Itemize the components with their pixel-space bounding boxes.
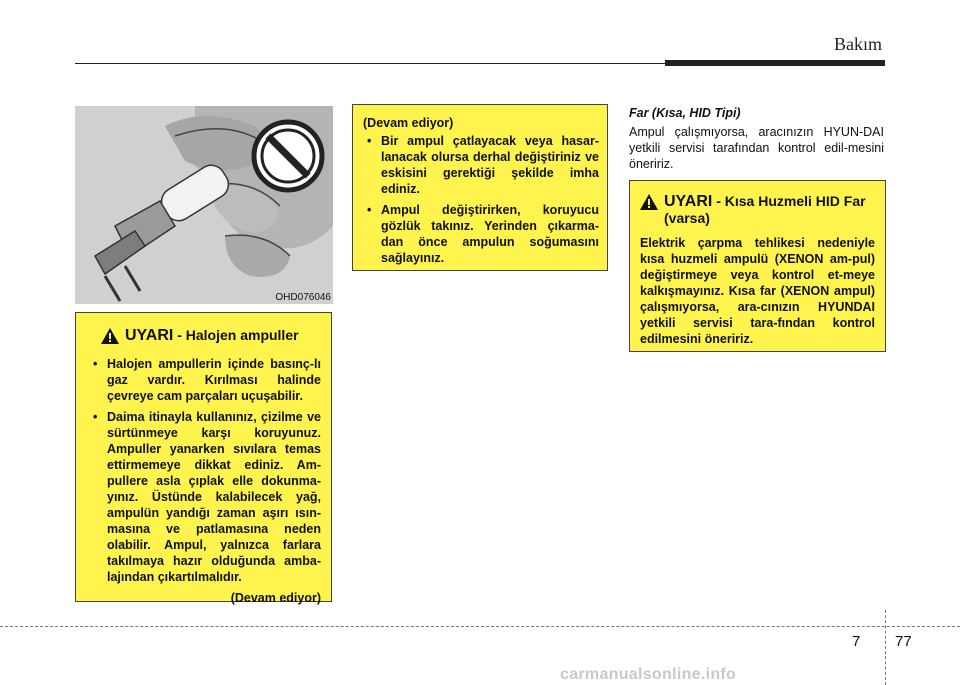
warning-triangle-icon [640, 194, 658, 214]
warning-title [640, 193, 875, 227]
continued-label: (Devam ediyor) [363, 116, 454, 130]
section-paragraph: Ampul çalışmıyorsa, aracınızın HYUN-DAI yetkili servisi tarafından kontrol edil-mesini öneririz. [629, 125, 884, 171]
warning-triangle-icon [101, 328, 119, 348]
list-item: • Halojen ampullerin içinde basınç-lı gaz vardır. Kırılması halinde çevreye cam parçaları uçuşabilir. [89, 356, 321, 404]
header-rule [75, 63, 665, 64]
page-number: 77 [895, 633, 912, 650]
list-item: • Daima itinayla kullanınız, çizilme ve sürtünmeye karşı koruyunuz. Ampuller yanarken sıvılara temas ettirmemeye dikkat ediniz. Am-pullere asla çıplak elle dokunma-yınız. Üstünde kalabilecek yağ, ampulün yandığı zaman aşırı ısın-masına ve patlamasına neden olabilir. Ampul, yalnızca farlara takılmaya hazır olduğunda amba-lajından çıkartılmalıdır. [89, 409, 321, 585]
prohibition-icon [254, 122, 322, 190]
list-item: • Ampul değiştirirken, koruyucu gözlük takınız. Yerinden çıkarma-dan önce ampulun soğumasını sağlayınız. [363, 202, 599, 266]
footer-rule [0, 626, 960, 627]
watermark: carmanualsonline.info [560, 666, 737, 683]
section-heading: Far (Kısa, HID Tipi) [629, 106, 741, 120]
warning-body: Elektrik çarpma tehlikesi nedeniyle kısa huzmeli ampulü (XENON am-pul) değiştirmeye veya kontrol et-meye kalkışmayınız. Kısa far (XENON ampul) çalışmıyorsa, ara-cınızın HYUNDAI yetkili servisi tara-fından kontrol edilmesini öneririz. [640, 236, 875, 346]
warning-box-halogen [75, 312, 332, 605]
list-item: • Bir ampul çatlayacak veya hasar-lanacak olursa derhal değiştiriniz ve eskisini gerektiği şekilde imha ediniz. [363, 133, 599, 197]
figure-code: OHD076046 [275, 292, 331, 303]
warning-title-main: UYARI [664, 193, 713, 210]
warning-box-continued [352, 104, 608, 271]
footer-divider [885, 610, 886, 685]
continued-label: (Devam ediyor) [230, 591, 321, 605]
header-rule-thick [665, 60, 885, 66]
chapter-number: 7 [852, 633, 861, 650]
warning-title-rest: - Halojen ampuller [173, 327, 299, 343]
warning-box-hid [629, 180, 886, 352]
section-title: Bakım [834, 34, 882, 54]
warning-title-main: UYARI [125, 327, 174, 344]
warning-title-rest: - Kısa Huzmeli HID Far (varsa) [664, 193, 866, 226]
bulb-illustration [75, 106, 333, 304]
warning-title [89, 327, 321, 348]
